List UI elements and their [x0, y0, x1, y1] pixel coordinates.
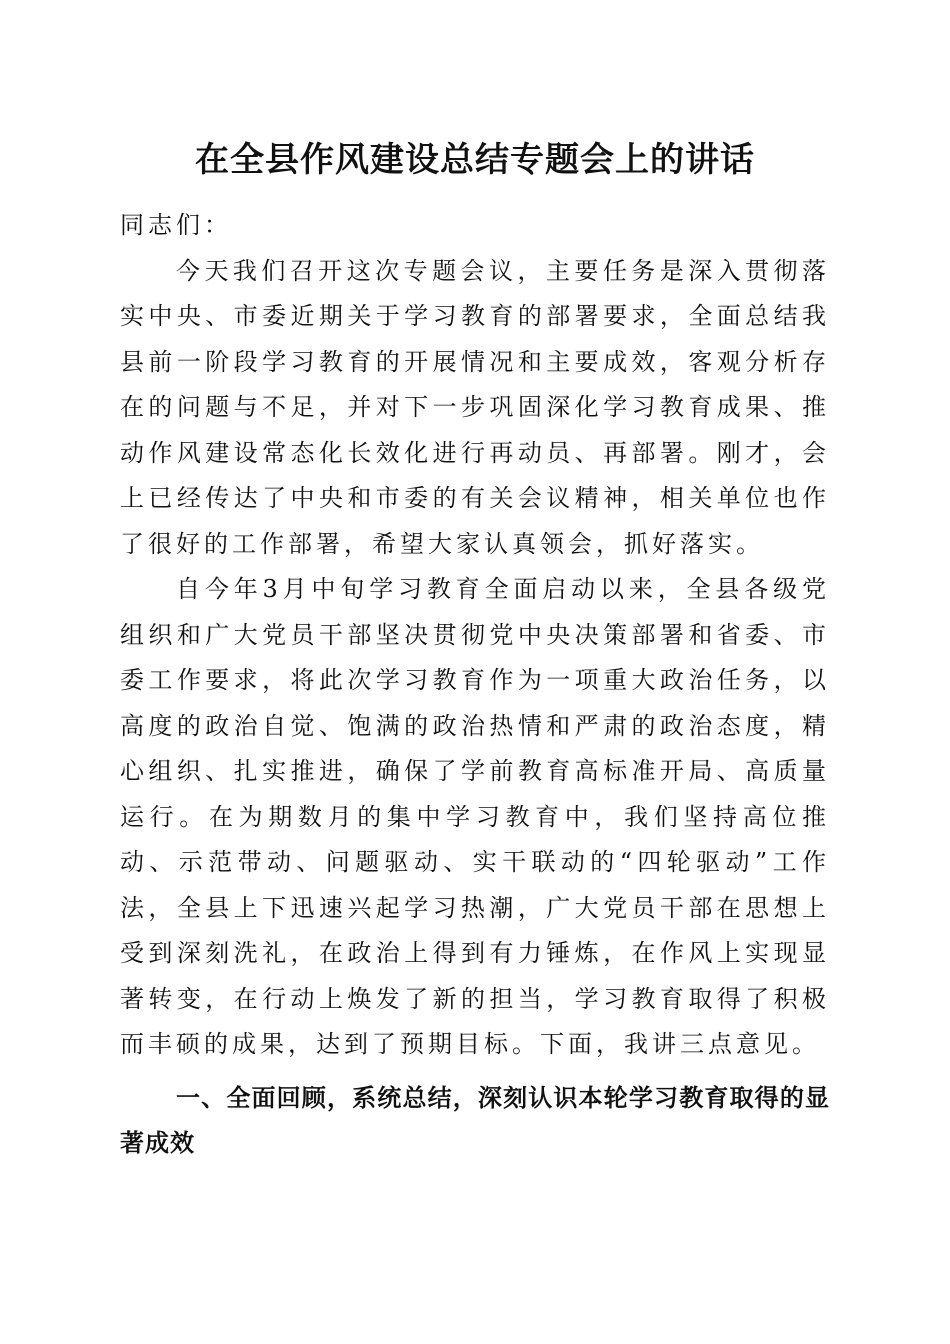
paragraph-2: 自今年3月中旬学习教育全面启动以来，全县各级党组织和广大党员干部坚决贯彻党中央决策部署和省委、市委工作要求，将此次学习教育作为一项重大政治任务，以高度的政治自觉、饱满的政治热情和严肃的政治态度，精心组织、扎实推进，确保了学前教育高标准开局、高质量运行。在为期数月的集中学习教育中，我们坚持高位推动、示范带动、问题驱动、实干联动的“四轮驱动”工作法，全县上下迅速兴起学习热潮，广大党员干部在思想上受到深刻洗礼，在政治上得到有力锤炼，在作风上实现显著转变，在行动上焕发了新的担当，学习教育取得了积极而丰硕的成果，达到了预期目标。下面，我讲三点意见。: [120, 575, 830, 1058]
document-body: [120, 203, 830, 1167]
paragraph-1: 今天我们召开这次专题会议，主要任务是深入贯彻落实中央、市委近期关于学习教育的部署要求，全面总结我县前一阶段学习教育的开展情况和主要成效，客观分析存在的问题与不足，并对下一步巩固深化学习教育成果、推动作风建设常态化长效化进行再动员、再部署。刚才，会上已经传达了中央和市委的有关会议精神，相关单位也作了很好的工作部署，希望大家认真领会，抓好落实。: [120, 256, 830, 558]
salutation: 同志们：: [120, 211, 232, 239]
section-heading-1: 一、全面回顾，系统总结，深刻认识本轮学习教育取得的显著成效: [120, 1083, 830, 1157]
document-title: 在全县作风建设总结专题会上的讲话: [195, 140, 755, 180]
